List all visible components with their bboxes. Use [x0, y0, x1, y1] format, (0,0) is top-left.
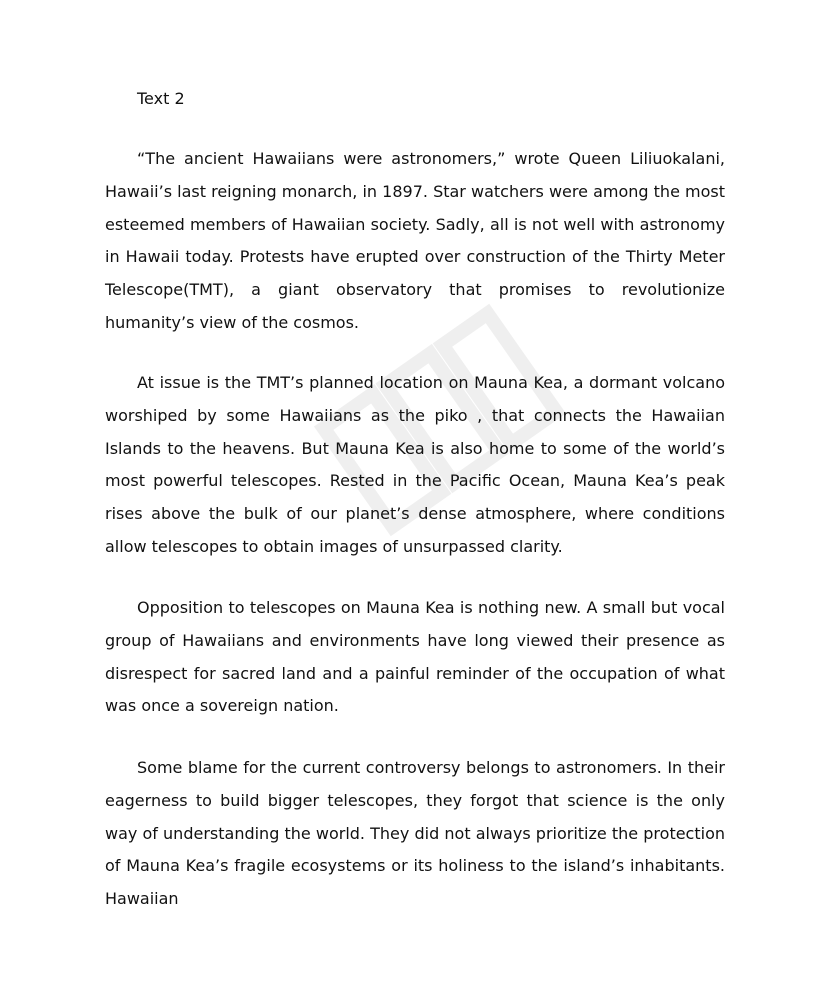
paragraph-2: At issue is the TMT’s planned location on Mauna Kea, a dormant volcano worshiped by some Hawaiians as the piko , that connects the Hawaiian Islands to the heavens. But Mauna Kea is also home to some of the world’s most powerful telescopes. Rested in the Pacific Ocean, Mauna Kea’s peak rises above the bulk of our planet’s dense atmosphere, where conditions allow telescopes to obtain images of unsurpassed clarity.	[105, 373, 725, 556]
paragraph-4: Some blame for the current controversy belongs to astronomers. In their eagerness to build bigger telescopes, they forgot that science is the only way of understanding the world. They did not always prioritize the protection of Mauna Kea’s fragile ecosystems or its holiness to the island’s inhabitants. Hawaiian	[105, 758, 725, 909]
paragraph-3: Opposition to telescopes on Mauna Kea is nothing new. A small but vocal group of Hawaiians and environments have long viewed their presence as disrespect for sacred land and a painful reminder of the occupation of what was once a sovereign nation.	[105, 598, 725, 716]
paragraph-1: “The ancient Hawaiians were astronomers,” wrote Queen Liliuokalani, Hawaii’s last reigning monarch, in 1897. Star watchers were among the most esteemed members of Hawaiian society. Sadly, all is not well with astronomy in Hawaii today. Protests have erupted over construction of the Thirty Meter Telescope(TMT), a giant observatory that promises to revolutionize humanity’s view of the cosmos.	[105, 149, 725, 332]
section-heading: Text 2	[137, 89, 185, 108]
